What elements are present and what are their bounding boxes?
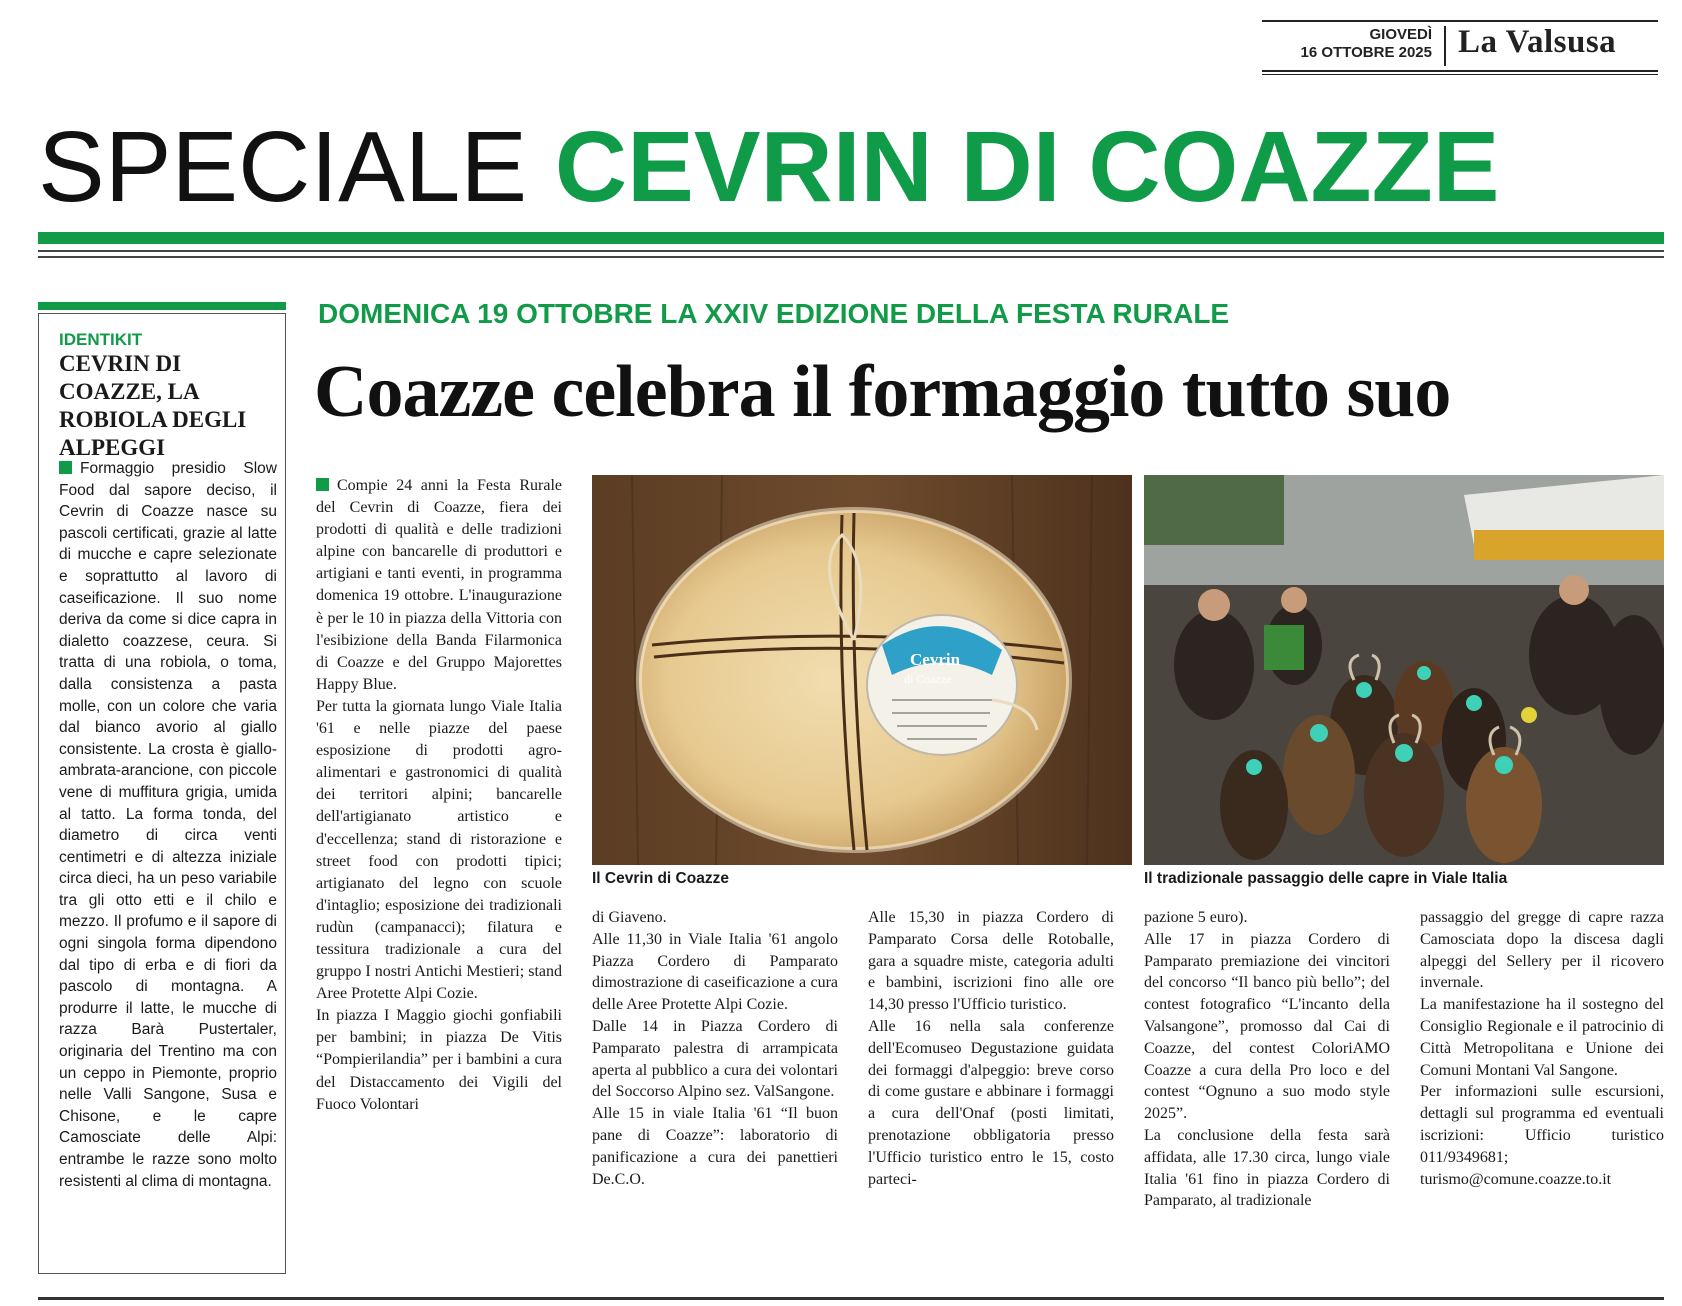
- banner-bold-text: CEVRIN DI COAZZE: [554, 111, 1500, 223]
- goats-parade-illustration: [1144, 475, 1664, 865]
- goats-photo: [1144, 475, 1664, 865]
- sidebar-body: [59, 458, 277, 1192]
- article-headline: Coazze celebra il formaggio tutto suo: [314, 351, 1451, 433]
- masthead-top-rule: [1262, 20, 1658, 22]
- paragraph: Alle 11,30 in Viale Italia '61 angolo Piazza Cordero di Pamparato dimostrazione di caseificazione a cura delle Aree Protette Alpi Cozie.: [592, 930, 838, 1014]
- masthead-date-text: 16 OTTOBRE 2025: [1300, 44, 1432, 61]
- article-column-2: [592, 907, 838, 1190]
- masthead: [1262, 20, 1658, 74]
- label-text-line1: Cevrin: [910, 650, 961, 669]
- sidebar-body-text: Formaggio presidio Slow Food dal sapore deciso, il Cevrin di Coazze nasce su pascoli certificati, grazie al latte di mucche e capre selezionate e soprattutto al lavoro di caseificazione. Il suo nome deriva da come si dice capra in dialetto coazzese, ceura. Si tratta di una robiola, o toma, dalla consistenza a pasta molle, con un colore che varia dal bianco avorio al giallo consistente. La crosta è giallo-ambrata-arancione, con piccole vene di muffitura grigia, umida al tatto. La forma tonda, del diametro di circa venti centimetri e di altezza iniziale circa dieci, ha un peso variabile tra gli otto etti e il chilo e mezzo. Il profumo e il sapore di ogni singola forma dipendono dal tipo di erba e di fiori da pascolo di montagna. A produrre il latte, le mucche di razza Barà Pustertaler, originaria del Trentino ma con un ceppo in Piemonte, proprio nelle Valli Sangone, Susa e Chisone, e le capre Camosciate delle Alpi: entrambe le razze sono molto resistenti al clima di montagna.: [59, 460, 277, 1190]
- section-banner: [38, 112, 1499, 222]
- paragraph: La manifestazione ha il sostegno del Consiglio Regionale e il patrocinio di Città Metropolitana e Unione dei Comuni Montani Val Sangone.: [1420, 996, 1664, 1079]
- paragraph: Per informazioni sulle escursioni, dettagli sul programma ed eventuali iscrizioni: Ufficio turistico 011/9349681; turismo@comune.coazze.to.it: [1420, 1083, 1664, 1188]
- paragraph: La conclusione della festa sarà affidata, alle 17.30 circa, lungo viale Italia '61 fino in piazza Cordero di Pamparato, al tradizionale: [1144, 1126, 1390, 1210]
- article-kicker: DOMENICA 19 OTTOBRE LA XXIV EDIZIONE DELLA FESTA RURALE: [318, 298, 1230, 329]
- sidebar-green-bar: [38, 302, 286, 310]
- sidebar-title: CEVRIN DI COAZZE, LA ROBIOLA DEGLI ALPEGGI: [59, 351, 247, 460]
- page-bottom-rule: [38, 1297, 1664, 1300]
- paragraph: [316, 475, 562, 696]
- masthead-bottom-rule: [1262, 70, 1658, 72]
- masthead-separator: [1444, 26, 1446, 66]
- green-square-bullet-icon: [316, 478, 329, 491]
- article-column-4: [1144, 907, 1390, 1212]
- label-text-line2: di Coazze: [904, 672, 952, 686]
- paragraph: Alle 15,30 in piazza Cordero di Pamparato Corsa delle Rotoballe, gara a squadre miste, categoria adulti e bambini, iscrizioni fino alle ore 14,30 presso l'Ufficio turistico.: [868, 909, 1114, 1014]
- paragraph: Dalle 14 in Piazza Cordero di Pamparato palestra di arrampicata aperta al pubblico a cura dei volontari del Soccorso Alpino sez. ValSangone.: [592, 1017, 838, 1101]
- paragraph: Alle 17 in piazza Cordero di Pamparato premiazione dei vincitori del concorso “Il banco più bello”; del contest fotografico “L'incanto della Valsangone”, promosso dal Cai di Coazze, del contest ColoriAMO Coazze a cura della Pro loco e del contest “Ognuno a suo modo style 2025”.: [1144, 930, 1390, 1123]
- cheese-illustration: [592, 475, 1132, 865]
- paragraph: In piazza I Maggio giochi gonfiabili per bambini; in piazza De Vitis “Pompierilandia” per i bambini a cura del Distaccamento dei Vigili del Fuoco Volontari: [316, 1007, 562, 1113]
- masthead-day: GIOVEDÌ: [1369, 26, 1432, 43]
- identikit-sidebar: [38, 313, 286, 1274]
- paragraph: Alle 15 in viale Italia '61 “Il buon pane di Coazze”: laboratorio di panificazione a cura dei panettieri De.C.O.: [592, 1105, 838, 1188]
- article-column-3: [868, 907, 1114, 1190]
- banner-thin-rule: [38, 256, 1664, 258]
- banner-light-text: SPECIALE: [38, 111, 528, 223]
- cheese-photo: [592, 475, 1132, 865]
- paragraph: passaggio del gregge di capre razza Camosciata dopo la discesa dagli alpeggi del Sellery per il ricovero invernale.: [1420, 909, 1664, 992]
- banner-thin-rule: [38, 250, 1664, 252]
- paragraph: di Giaveno.: [592, 909, 667, 926]
- masthead-date: [1262, 26, 1432, 62]
- paragraph: Per tutta la giornata lungo Viale Italia '61 e nelle piazze del paese esposizione di prodotti agro-alimentari e gastronomici di qualità dei territori alpini; bancarelle dell'artigianato artistico e d'eccellenza; stand di ristorazione e street food con prodotti tipici; artigianato del legno con scuole d'intaglio; esposizione dei tradizionali rudùn (campanacci); filatura e tessitura tradizionale a cura del gruppo I nostri Antichi Mestieri; stand Aree Protette Alpi Cozie.: [316, 697, 562, 1003]
- sidebar-kicker: IDENTIKIT: [59, 330, 143, 349]
- article-column-5: [1420, 907, 1664, 1190]
- article-column-1: [316, 475, 562, 1116]
- photo-caption: Il tradizionale passaggio delle capre in Viale Italia: [1144, 870, 1508, 887]
- green-square-bullet-icon: [59, 461, 72, 474]
- photo-caption: Il Cevrin di Coazze: [592, 870, 729, 887]
- banner-green-rule: [38, 232, 1664, 244]
- newspaper-logo[interactable]: La Valsusa: [1458, 24, 1617, 60]
- paragraph-text: Compie 24 anni la Festa Rurale del Cevrin di Coazze, fiera dei prodotti di qualità e delle tradizioni alpine con bancarelle di produttori e artigiani e tanti eventi, in programma domenica 19 ottobre. L'inaugurazione è per le 10 in piazza della Vittoria con l'esibizione della Banda Filarmonica di Coazze e del Gruppo Majorettes Happy Blue.: [316, 477, 562, 693]
- paragraph: pazione 5 euro).: [1144, 909, 1248, 926]
- masthead-bottom-rule-thin: [1262, 74, 1658, 75]
- paragraph: Alle 16 nella sala conferenze dell'Ecomuseo Degustazione guidata dei formaggi d'alpeggio: breve corso di come gustare e abbinare i formaggi a cura dell'Onaf (posti limitati, prenotazione obbligatoria presso l'Ufficio turistico entro le 15, costo parteci-: [868, 1017, 1114, 1188]
